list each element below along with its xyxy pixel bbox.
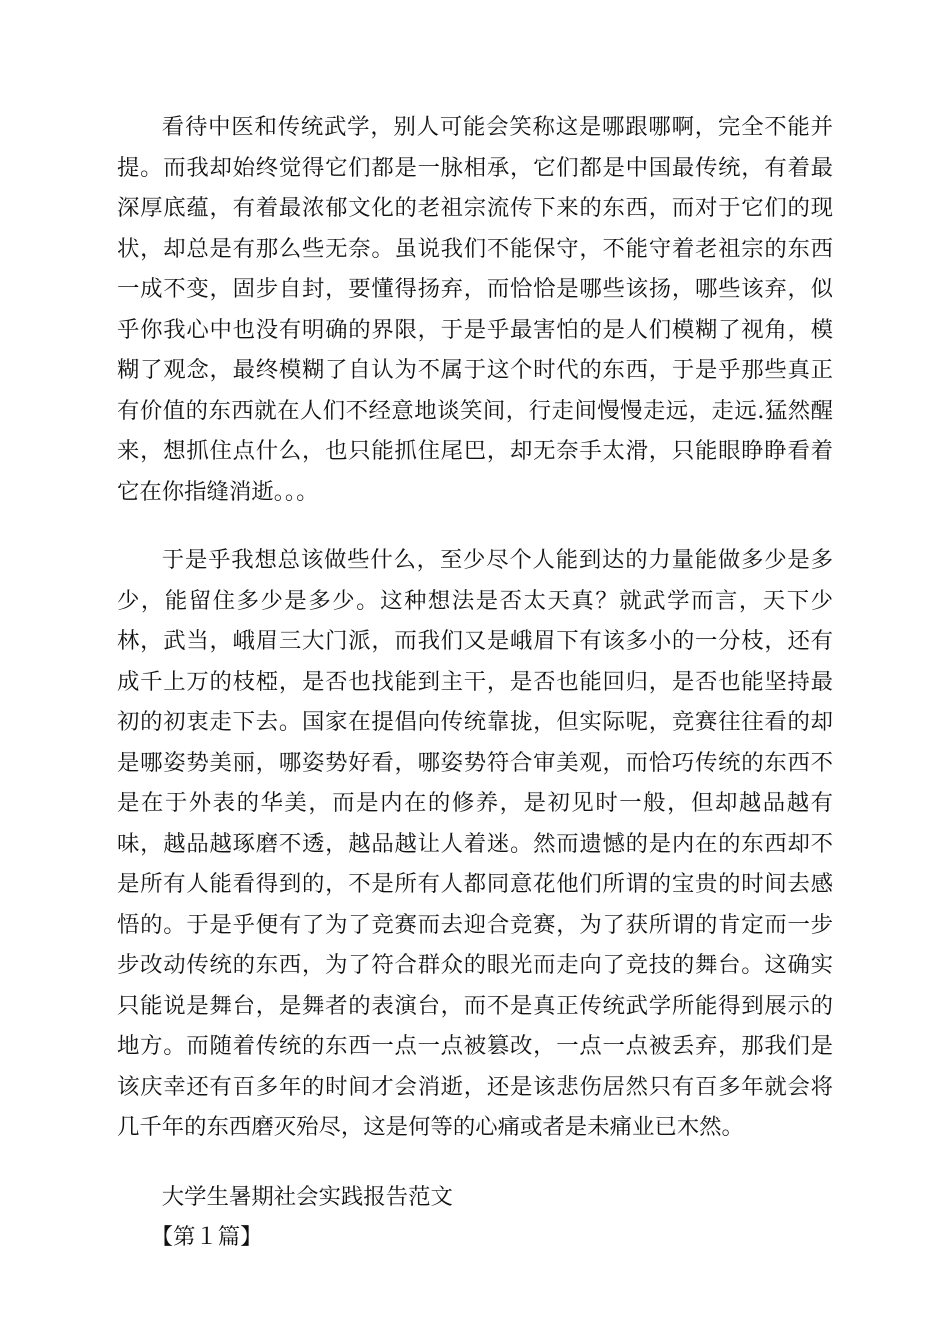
section-label: 【第１篇】 [150, 1224, 263, 1250]
paragraph-tcm-martial-arts: 看待中医和传统武学，别人可能会笑称这是哪跟哪啊，完全不能并提。而我却始终觉得它们都是一脉相承，它们都是中国最传统，有着最深厚底蕴，有着最浓郁文化的老祖宗流传下来的东西，而对于它们的现状，却总是有那么些无奈。虽说我们不能保守，不能守着老祖宗的东西一成不变，固步自封，要懂得扬弃，而恰恰是哪些该扬，哪些该弃，似乎你我心中也没有明确的界限，于是乎最害怕的是人们模糊了视角，模糊了观念，最终模糊了自认为不属于这个时代的东西，于是乎那些真正有价值的东西就在人们不经意地谈笑间，行走间慢慢走远，走远.猛然醒来，想抓住点什么，也只能抓住尾巴，却无奈手太滑，只能眼睁睁看着它在你指缝消逝。。。 [117, 114, 833, 505]
document-heading: 大学生暑期社会实践报告范文 [161, 1183, 453, 1210]
document-body [117, 107, 833, 1258]
paragraph-preserving-tradition: 于是乎我想总该做些什么，至少尽个人能到达的力量能做多少是多少，能留住多少是多少。这种想法是否太天真？就武学而言，天下少林，武当，峨眉三大门派，而我们又是峨眉下有该多小的一分枝，还有成千上万的枝椏，是否也找能到主干，是否也能回归，是否也能坚持最初的初衷走下去。国家在提倡向传统靠拢，但实际呢，竞赛往往看的却是哪姿势美丽，哪姿势好看，哪姿势符合审美观，而恰巧传统的东西不是在于外表的华美，而是内在的修养，是初见时一般，但却越品越有味，越品越琢磨不透，越品越让人着迷。然而遗憾的是内在的东西却不是所有人能看得到的，不是所有人都同意花他们所谓的宝贵的时间去感悟的。于是乎便有了为了竞赛而去迎合竞赛，为了获所谓的肯定而一步步改动传统的东西，为了符合群众的眼光而走向了竞技的舞台。这确实只能说是舞台，是舞者的表演台，而不是真正传统武学所能得到展示的地方。而随着传统的东西一点一点被篡改，一点一点被丢弃，那我们是该庆幸还有百多年的时间才会消逝，还是该悲伤居然只有百多年就会将几千年的东西磨灭殆尽，这是何等的心痛或者是未痛业已木然。 [117, 547, 833, 1140]
